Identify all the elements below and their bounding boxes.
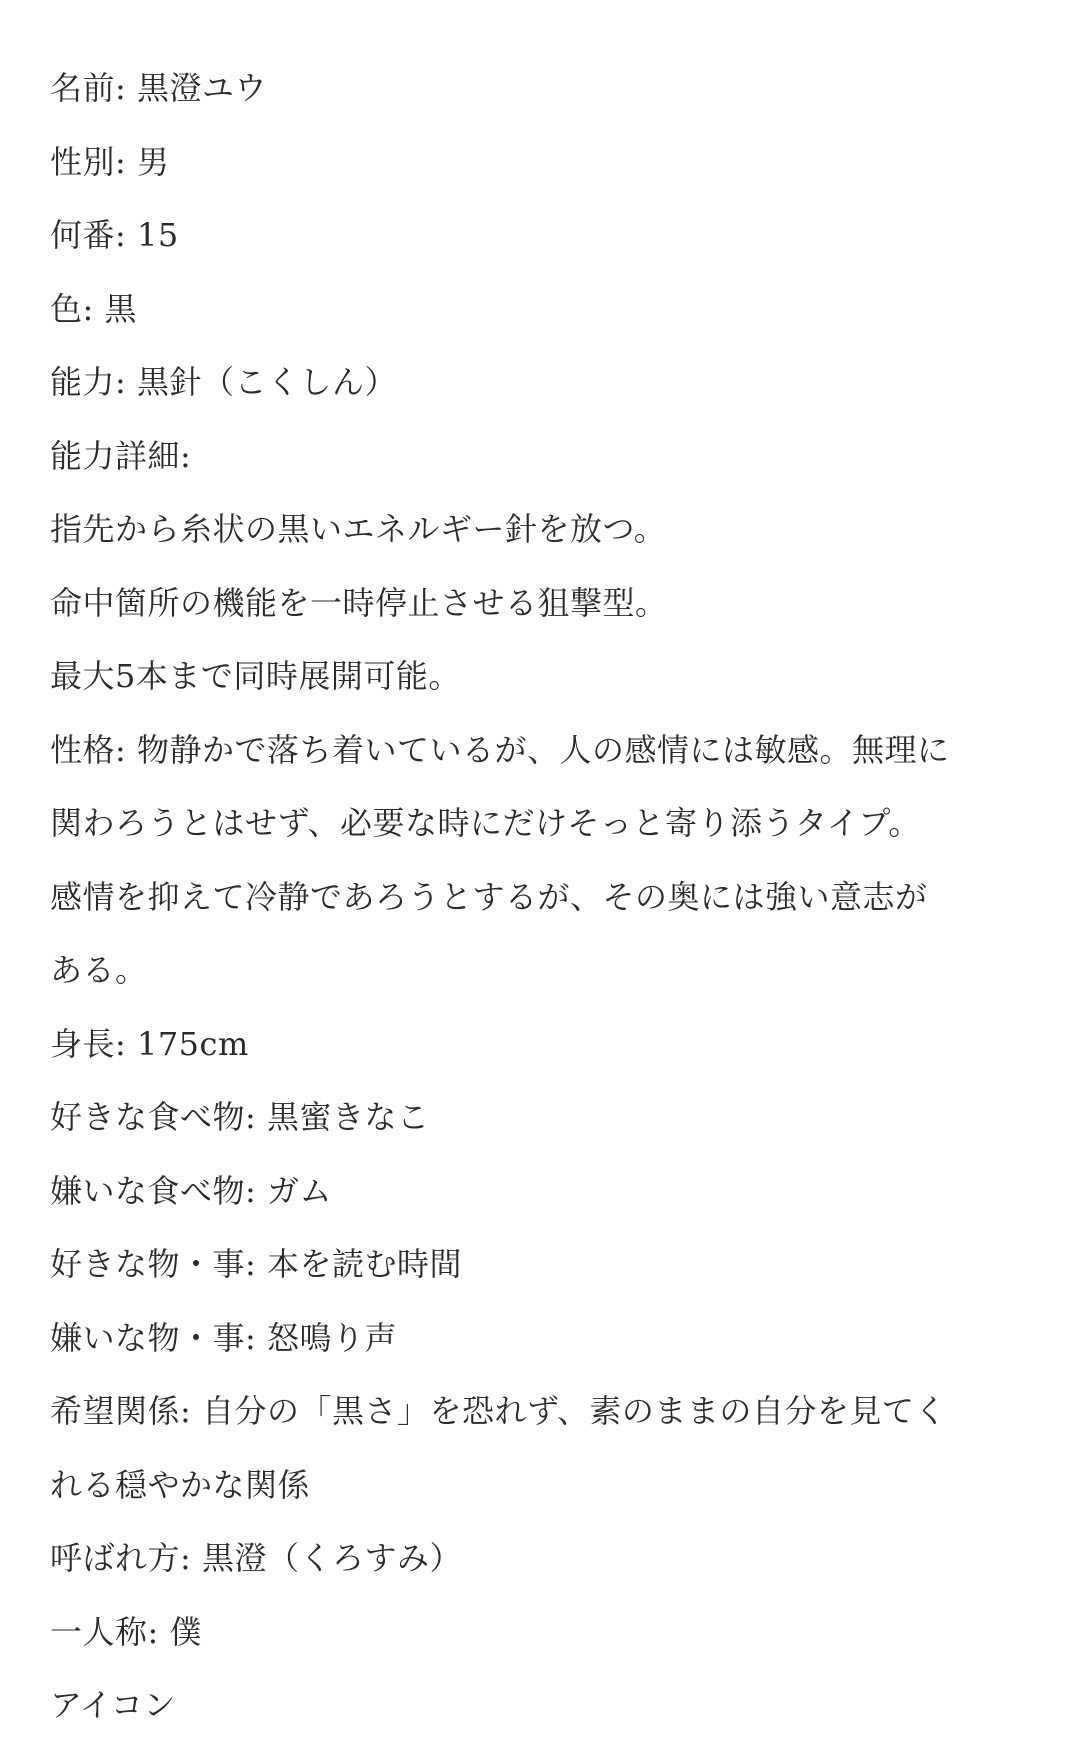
- number-line: 何番: 15: [50, 216, 179, 254]
- personality-line: 感情を抑えて冷静であろうとするが、その奥には強い意志が: [50, 877, 928, 916]
- disliked-food-line: 嫌いな食べ物: ガム: [50, 1171, 332, 1210]
- desired-relationship-line: 希望関係: 自分の「黒さ」を恐れず、素のままの自分を見てく: [50, 1392, 947, 1430]
- first-person-line: 一人称: 僕: [50, 1612, 202, 1651]
- desired-relationship-line: れる穏やかな関係: [50, 1465, 311, 1504]
- ability-line: 能力: 黒針（こくしん）: [50, 363, 397, 401]
- favorite-things-line: 好きな物・事: 本を読む時間: [50, 1245, 462, 1283]
- icon-heading: アイコン: [50, 1686, 176, 1724]
- height-line: 身長: 175cm: [50, 1024, 249, 1063]
- personality-line: 性格: 物静かで落ち着いているが、人の感情には敏感。無理に: [50, 730, 950, 769]
- ability-detail-heading: 能力詳細:: [50, 436, 192, 475]
- name-line: 名前: 黒澄ユウ: [50, 69, 267, 107]
- favorite-food-line: 好きな食べ物: 黒蜜きなこ: [50, 1098, 430, 1136]
- ability-detail-line: 最大5本まで同時展開可能。: [50, 657, 461, 695]
- gender-line: 性別: 男: [50, 142, 170, 181]
- disliked-things-line: 嫌いな物・事: 怒鳴り声: [50, 1318, 397, 1357]
- color-line: 色: 黒: [50, 289, 137, 328]
- nickname-line: 呼ばれ方: 黒澄（くろすみ）: [50, 1539, 462, 1577]
- ability-detail-line: 指先から糸状の黒いエネルギー針を放つ。: [50, 510, 667, 548]
- personality-line: ある。: [50, 951, 148, 989]
- personality-line: 関わろうとはせず、必要な時にだけそっと寄り添うタイプ。: [50, 804, 921, 842]
- ability-detail-line: 命中箇所の機能を一時停止させる狙撃型。: [50, 583, 668, 622]
- profile-text: [50, 52, 1040, 1743]
